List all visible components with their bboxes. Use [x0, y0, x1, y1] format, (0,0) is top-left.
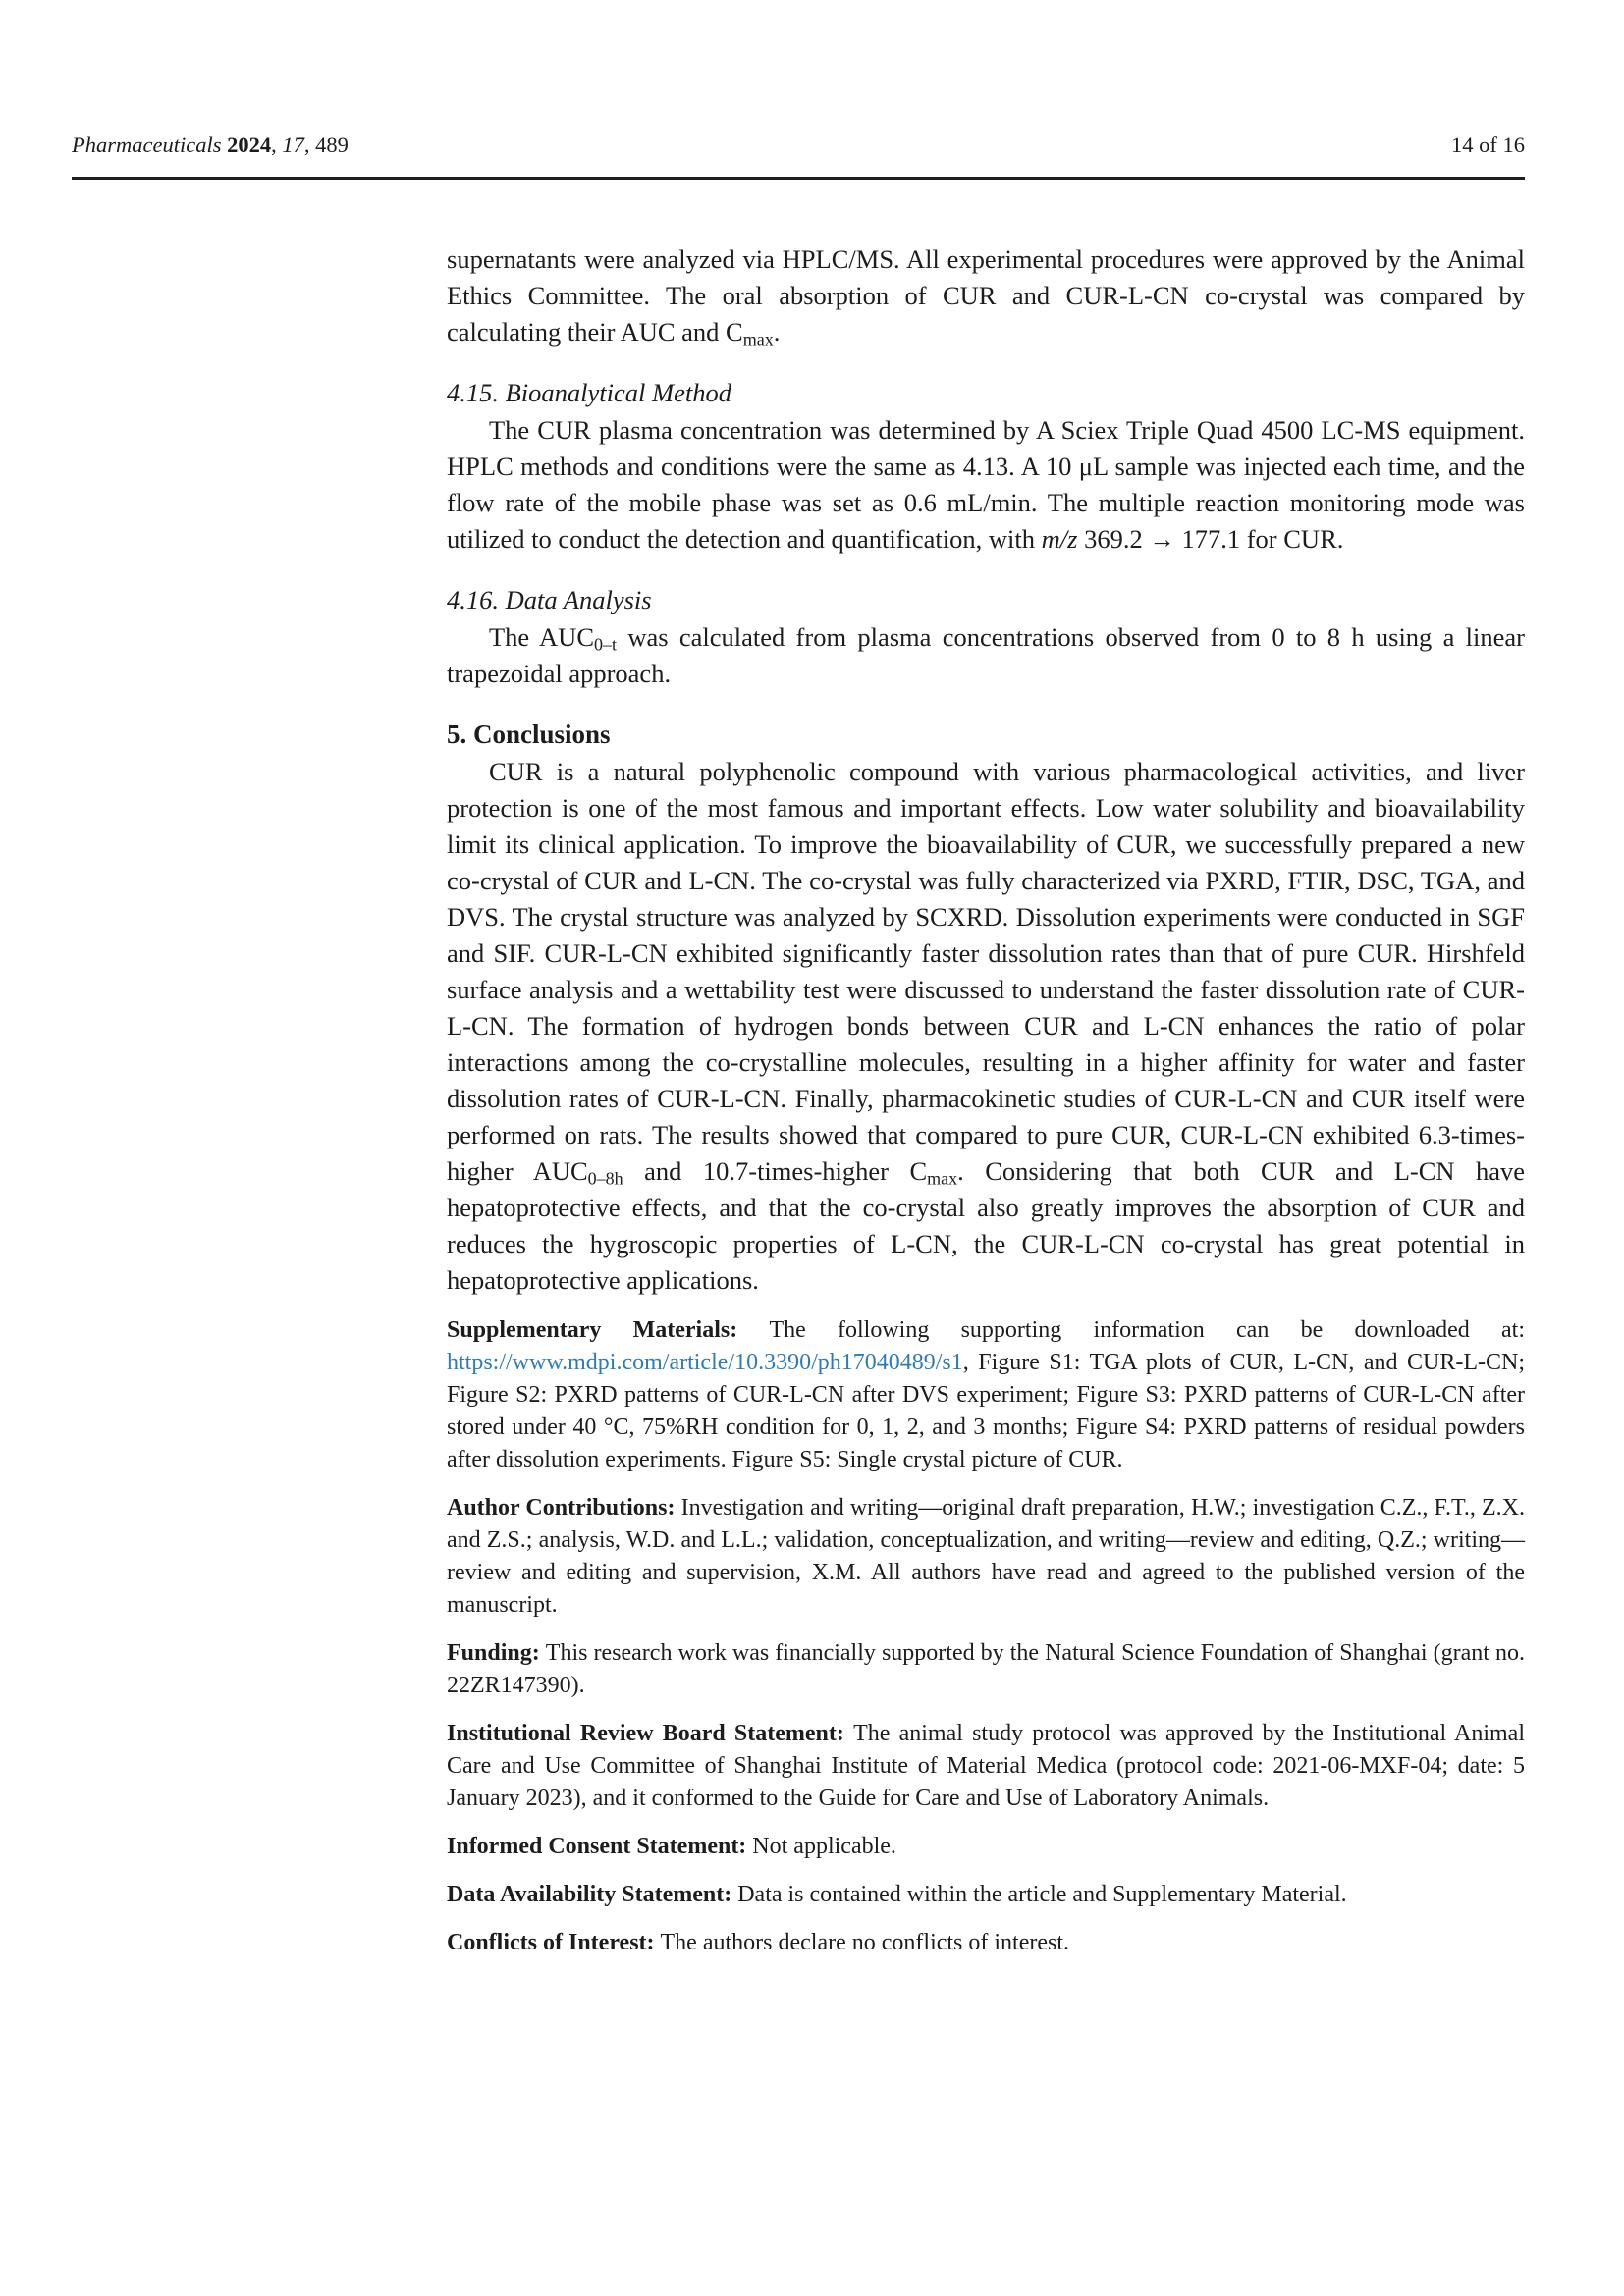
text-run: CUR is a natural polyphenolic compound with various pharmacological activities, and liver protection is one of the most famous and important effects. Low water solubility and bioavailability limit its clinical application. To improve the bioavailability of CUR, we successfully prepared a new co-crystal of CUR and L-CN. The co-crystal was fully characterized via PXRD, FTIR, DSC, TGA, and DVS. The crystal structure was analyzed by SCXRD. Dissolution experiments were conducted in SGF and SIF. CUR-L-CN exhibited significantly faster dissolution rates than that of pure CUR. Hirshfeld surface analysis and a wettability test were discussed to understand the faster dissolution rate of CUR-L-CN. The formation of hydrogen bonds between CUR and L-CN enhances the ratio of polar interactions among the co-crystalline molecules, resulting in a higher affinity for water and faster dissolution rates of CUR-L-CN. Finally, pharmacokinetic studies of CUR-L-CN and CUR itself were performed on rats. The results showed that compared to pure CUR, CUR-L-CN exhibited 6.3-times-higher AUC: [447, 757, 1525, 1186]
text-run: ,: [271, 133, 283, 157]
text-run: The animal study protocol was approved by the Institutional Animal Care and Use Committee of Shanghai Institute of Material Medica (protocol code: 2021-06-MXF-04; date: 5 January 2023), and it conformed to the Guide for Care and Use of Laboratory Animals.: [447, 1721, 1525, 1811]
text-run: max: [927, 1168, 958, 1189]
text-run: Conflicts of Interest:: [447, 1930, 661, 1955]
supplementary-materials-link[interactable]: https://www.mdpi.com/article/10.3390/ph17040489/s1: [447, 1350, 963, 1375]
page-header: [72, 132, 1525, 159]
text-run: 0–t: [594, 634, 618, 655]
backmatter: [447, 1314, 1525, 1959]
journal-citation: [72, 132, 349, 159]
text-run: Institutional Review Board Statement:: [447, 1721, 854, 1746]
text-run: Not applicable.: [752, 1834, 896, 1859]
paragraph-bioanalytical-method: [447, 412, 1525, 558]
backmatter-funding: [447, 1637, 1525, 1702]
backmatter-author-contributions: [447, 1492, 1525, 1622]
article-body: [447, 241, 1525, 1959]
text-run: . Considering that both CUR and L-CN have hepatoprotective effects, and that the co-crystal also greatly improves the absorption of CUR and reduces the hygroscopic properties of L-CN, the CUR-L-CN co-crystal has great potential in hepatoprotective applications.: [447, 1156, 1526, 1295]
text-run: m/z: [1041, 524, 1078, 554]
text-run: 0–8h: [587, 1168, 623, 1189]
text-run: The AUC: [489, 622, 594, 652]
backmatter-irb-statement: [447, 1718, 1525, 1815]
text-run: 2024: [227, 133, 272, 157]
text-run: Supplementary Materials:: [447, 1317, 770, 1343]
text-run: Funding:: [447, 1640, 546, 1666]
paragraph-conclusions: [447, 754, 1525, 1299]
text-run: 369.2 → 177.1 for CUR.: [1077, 524, 1344, 554]
heading-data-analysis: 4.16. Data Analysis: [447, 585, 652, 614]
backmatter-supplementary-materials: [447, 1314, 1525, 1476]
text-run: The authors declare no conflicts of interest.: [660, 1930, 1070, 1955]
text-run: Data is contained within the article and Supplementary Material.: [737, 1882, 1347, 1907]
text-run: This research work was financially supported by the Natural Science Foundation of Shanghai (grant no. 22ZR147390).: [447, 1640, 1525, 1698]
paragraph-continuation: [447, 241, 1525, 350]
page-number: 14 of 16: [1451, 133, 1525, 157]
text-run: Pharmaceuticals: [72, 133, 228, 157]
backmatter-conflicts-of-interest: [447, 1927, 1525, 1959]
text-run: , 489: [303, 133, 349, 157]
text-run: Informed Consent Statement:: [447, 1834, 753, 1859]
heading-bioanalytical-method: 4.15. Bioanalytical Method: [447, 378, 731, 407]
text-run: The following supporting information can be downloaded at:: [769, 1317, 1525, 1343]
text-run: .: [773, 317, 781, 347]
backmatter-data-availability: [447, 1879, 1525, 1911]
text-run: The CUR plasma concentration was determined by A Sciex Triple Quad 4500 LC-MS equipment. HPLC methods and conditions were the same as 4.13. A 10 μL sample was injected each time, and the flow rate of the mobile phase was set as 0.6 mL/min. The multiple reaction monitoring mode was utilized to conduct the detection and quantification, with: [447, 415, 1525, 554]
text-run: Author Contributions:: [447, 1495, 681, 1521]
text-run: 17: [282, 133, 304, 157]
text-run: , Figure S1: TGA plots of CUR, L-CN, and CUR-L-CN; Figure S2: PXRD patterns of CUR-L-CN after DVS experiment; Figure S3: PXRD patterns of CUR-L-CN after stored under 40 °C, 75%RH condition for 0, 1, 2, and 3 months; Figure S4: PXRD patterns of residual powders after dissolution experiments. Figure S5: Single crystal picture of CUR.: [447, 1350, 1525, 1472]
paragraph-data-analysis: [447, 619, 1525, 692]
text-run: and 10.7-times-higher C: [623, 1156, 928, 1186]
text-run: max: [742, 329, 774, 349]
backmatter-informed-consent: [447, 1831, 1525, 1863]
text-run: supernatants were analyzed via HPLC/MS. All experimental procedures were approved by the Animal Ethics Committee. The oral absorption of CUR and CUR-L-CN co-crystal was compared by calculating their AUC and C: [447, 244, 1525, 347]
text-run: Investigation and writing—original draft preparation, H.W.; investigation C.Z., F.T., Z.X. and Z.S.; analysis, W.D. and L.L.; validation, conceptualization, and writing—review and editing, Q.Z.; writing—review and editing and supervision, X.M. All authors have read and agreed to the published version of the manuscript.: [447, 1495, 1526, 1618]
text-run: Data Availability Statement:: [447, 1882, 738, 1907]
heading-conclusions: 5. Conclusions: [447, 720, 611, 749]
text-run: was calculated from plasma concentrations observed from 0 to 8 h using a linear trapezoidal approach.: [447, 622, 1525, 688]
header-rule: [72, 177, 1525, 180]
